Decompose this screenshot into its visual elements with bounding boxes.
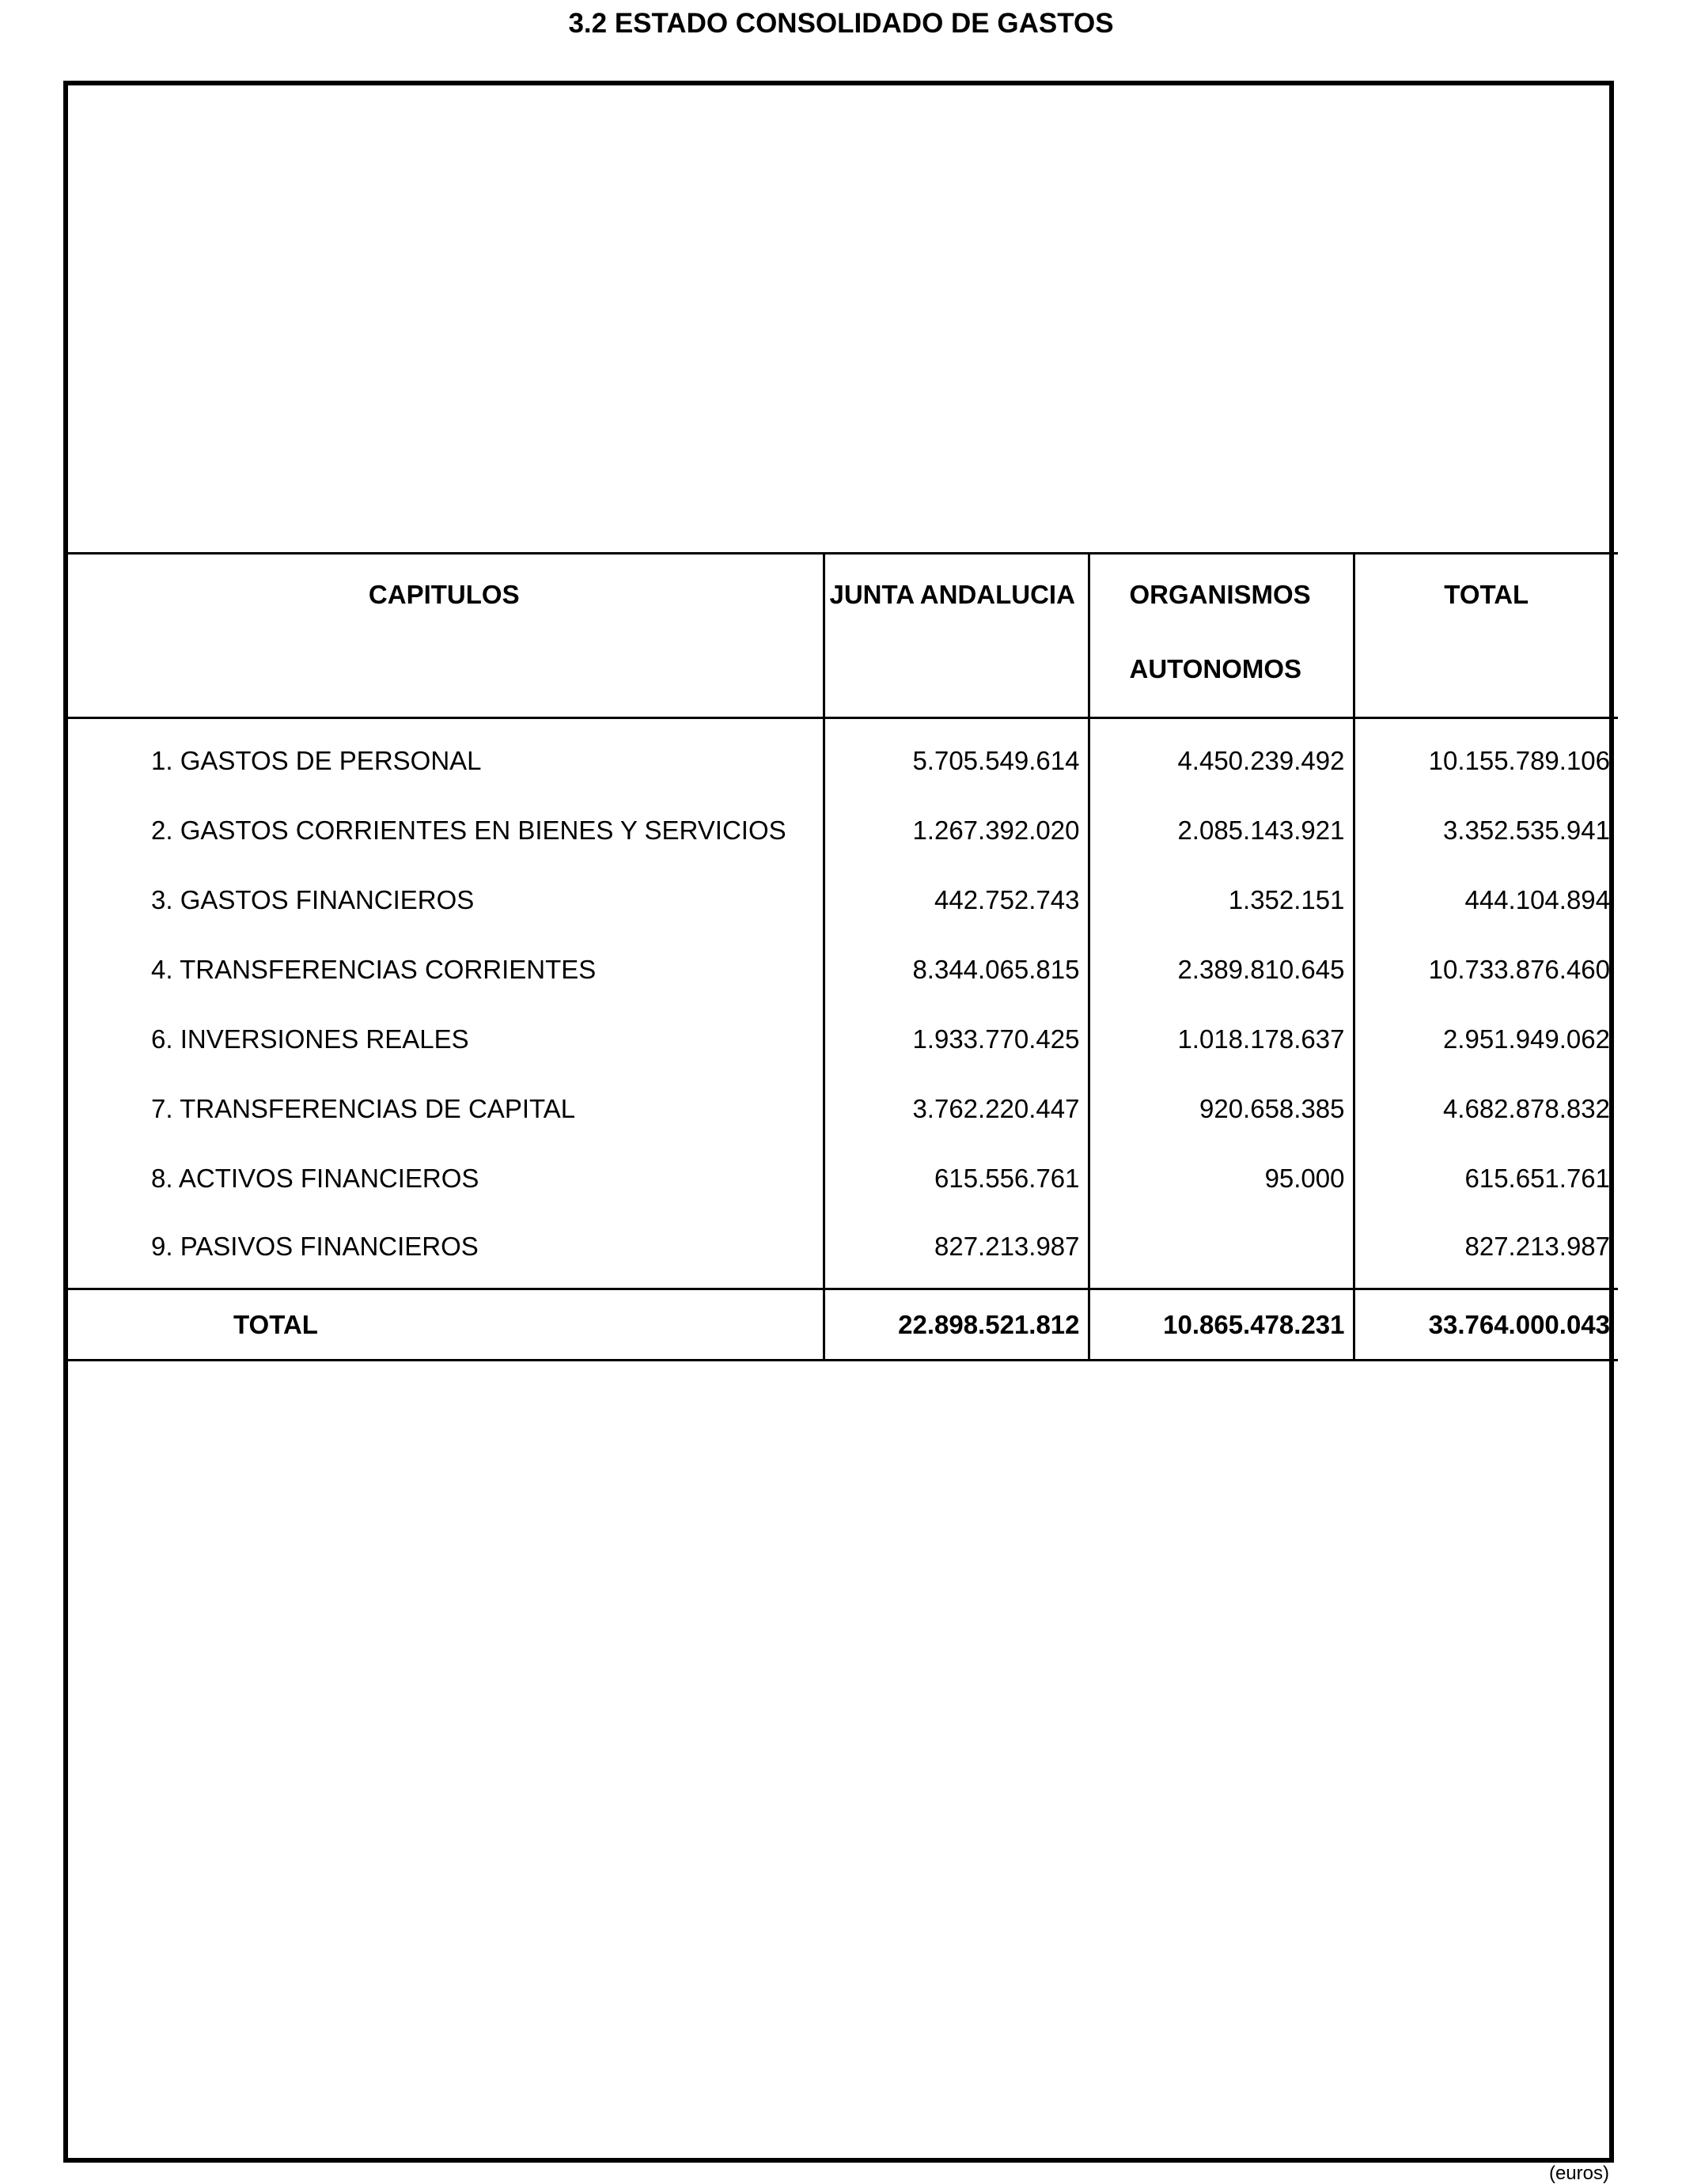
table-row [66, 1005, 1618, 1074]
row-label: 8. ACTIVOS FINANCIEROS [151, 1163, 479, 1193]
header-organismos-autonomos [1089, 554, 1354, 718]
row-total-value: 10.155.789.106 [1354, 718, 1618, 796]
table-row [66, 1213, 1618, 1289]
expenses-table [66, 552, 1618, 1361]
total-junta-value: 22.898.521.812 [824, 1289, 1089, 1361]
row-organismos-value: 1.352.151 [1089, 865, 1354, 935]
row-total-value: 444.104.894 [1354, 865, 1618, 935]
row-organismos-value: 2.389.810.645 [1089, 935, 1354, 1005]
header-organismos-line1: ORGANISMOS [1129, 580, 1311, 609]
row-organismos-value [1089, 1213, 1354, 1289]
row-total-value: 827.213.987 [1354, 1213, 1618, 1289]
row-junta-value: 1.933.770.425 [824, 1005, 1089, 1074]
row-total-value: 10.733.876.460 [1354, 935, 1618, 1005]
row-junta-value: 3.762.220.447 [824, 1074, 1089, 1144]
table-row [66, 1144, 1618, 1213]
row-total-value: 615.651.761 [1354, 1144, 1618, 1213]
row-label: 3. GASTOS FINANCIEROS [151, 884, 475, 914]
row-junta-value: 8.344.065.815 [824, 935, 1089, 1005]
row-organismos-value: 95.000 [1089, 1144, 1354, 1213]
header-capitulos: CAPITULOS [66, 554, 824, 718]
total-organismos-value: 10.865.478.231 [1089, 1289, 1354, 1361]
row-total-value: 3.352.535.941 [1354, 796, 1618, 865]
row-label: 4. TRANSFERENCIAS CORRIENTES [151, 954, 597, 984]
total-label: TOTAL [66, 1289, 824, 1361]
row-organismos-value: 920.658.385 [1089, 1074, 1354, 1144]
row-organismos-value: 1.018.178.637 [1089, 1005, 1354, 1074]
table-row [66, 935, 1618, 1005]
table-row [66, 718, 1618, 796]
row-junta-value: 827.213.987 [824, 1213, 1089, 1289]
table-row [66, 1074, 1618, 1144]
row-organismos-value: 4.450.239.492 [1089, 718, 1354, 796]
row-label: 6. INVERSIONES REALES [151, 1024, 469, 1054]
units-note: (euros) [1548, 2163, 1609, 2184]
row-junta-value: 1.267.392.020 [824, 796, 1089, 865]
row-label: 7. TRANSFERENCIAS DE CAPITAL [151, 1093, 576, 1123]
row-total-value: 2.951.949.062 [1354, 1005, 1618, 1074]
row-organismos-value: 2.085.143.921 [1089, 796, 1354, 865]
row-junta-value: 615.556.761 [824, 1144, 1089, 1213]
table-row [66, 865, 1618, 935]
total-total-value: 33.764.000.043 [1354, 1289, 1618, 1361]
header-organismos-line2: AUTONOMOS [1129, 654, 1302, 683]
header-total: TOTAL [1354, 554, 1618, 718]
row-total-value: 4.682.878.832 [1354, 1074, 1618, 1144]
header-junta-andalucia: JUNTA ANDALUCIA [824, 554, 1089, 718]
row-label: 1. GASTOS DE PERSONAL [151, 746, 482, 776]
row-junta-value: 442.752.743 [824, 865, 1089, 935]
page-title: 3.2 ESTADO CONSOLIDADO DE GASTOS [568, 8, 1114, 39]
table-row [66, 796, 1618, 865]
row-label: 2. GASTOS CORRIENTES EN BIENES Y SERVICIOS [151, 815, 786, 845]
row-label: 9. PASIVOS FINANCIEROS [151, 1231, 479, 1261]
table-total-row [66, 1289, 1618, 1361]
row-junta-value: 5.705.549.614 [824, 718, 1089, 796]
table-header-row [66, 554, 1618, 718]
